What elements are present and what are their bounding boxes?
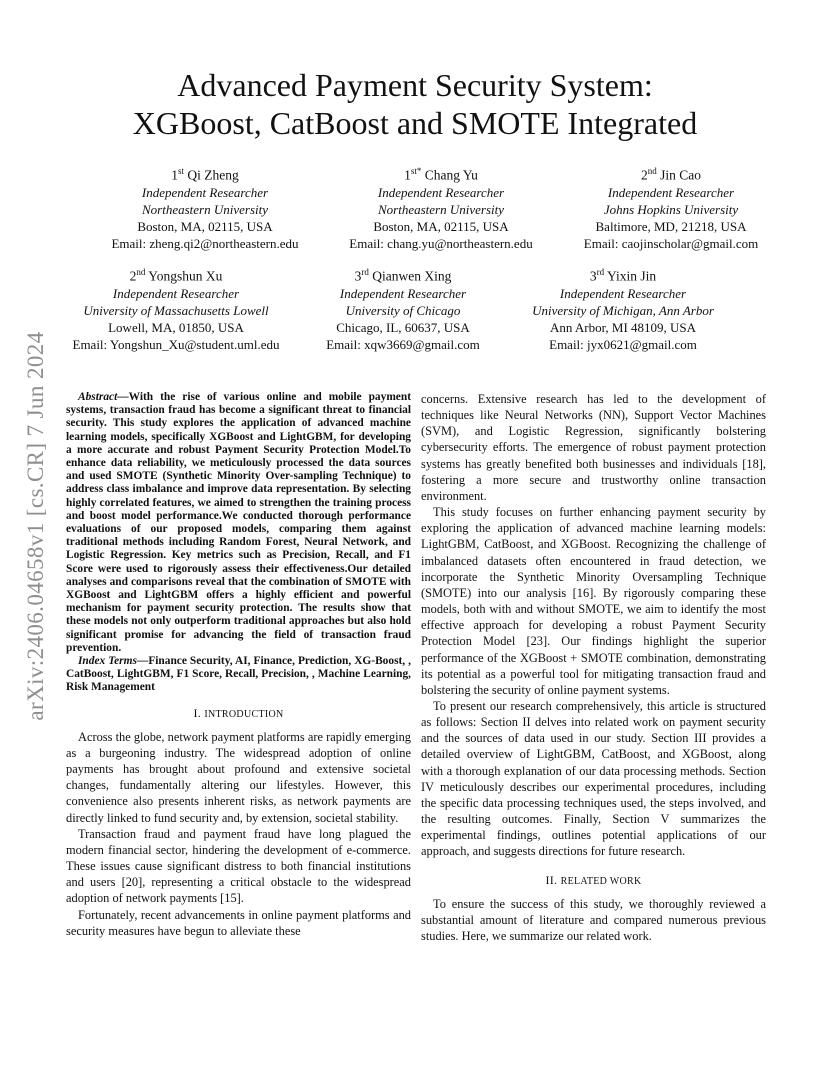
author-role: Independent Researcher [377,184,505,200]
author-role: Independent Researcher [339,285,467,301]
author-block [100,163,310,252]
author-block [566,163,776,252]
arxiv-identifier: arXiv:2406.04658v1 [cs.CR] 7 Jun 2024 [23,331,48,721]
author-address: Lowell, MA, 01850, USA [108,319,244,335]
author-email: Email: jyx0621@gmail.com [549,336,697,352]
author-name-line: 3rd Yixin Jin [589,267,657,284]
author-affiliation: Johns Hopkins University [603,201,739,217]
body-paragraph: Transaction fraud and payment fraud have long plagued the modern financial sector, hindering the development of e-commerce. These issues cause significant distress to both financial institutions and users [20], representing a critical obstacle to the widespread adoption of network payments [15]. [66,826,411,906]
author-affiliation: Northeastern University [377,201,504,217]
right-column [421,391,766,944]
author-name-line: 1st Qi Zheng [171,166,239,183]
author-name-line: 3rd Qianwen Xing [354,267,452,284]
author-email: Email: Yongshun_Xu@student.uml.edu [72,336,280,352]
abstract: Abstract—With the rise of various online and mobile payment systems, transaction fraud has become a significant threat to financial security. This study explores the application of advanced machine learning models, specifically XGBoost and LightGBM, for developing a more accurate and robust Payment Security Protection Model.To enhance data reliability, we meticulously processed the data sources and used SMOTE (Synthetic Minority Over-sampling Technique) to address class imbalance and improve data representation. By selecting highly correlated features, we aimed to strengthen the training process and boost model performance.We conducted thorough performance evaluations of our proposed models, comparing them against traditional methods including Random Forest, Neural Network, and Logistic Regression. Key metrics such as Precision, Recall, and F1 Score were used to rigorously assess their effectiveness.Our detailed analyses and comparisons reveal that the combination of SMOTE with XGBoost and LightGBM offers a highly efficient and powerful mechanism for payment security protection. The results show that these models not only outperform traditional approaches but also hold significant promise for advancing the field of transaction fraud prevention. [66,391,411,654]
body-paragraph: Fortunately, recent advancements in online payment platforms and security measures have begun to alleviate these [66,907,411,938]
author-address: Chicago, IL, 60637, USA [336,319,470,335]
section-heading-related-work: II. RELATED WORK [545,872,642,887]
paper-title [70,66,760,142]
author-email: Email: xqw3669@gmail.com [326,336,480,352]
author-affiliation: University of Massachusetts Lowell [83,302,269,318]
author-name-line: $1^{st*}$ Chang Yu [404,166,478,183]
body-paragraph: To present our research comprehensively, this article is structured as follows: Section II delves into related work on payment security and the sources of data used in our study. Section III provides a detailed overview of LightGBM, CatBoost, and XGBoost, along with a thorough explanation of our data processing methods. Section IV meticulously describes our experimental procedures, including the specific data processing techniques used, the steps involved, and the resulting outcomes. Finally, Section V summarizes the experimental findings, outlines potential applications of our approach, and suggests directions for future research. [421,698,766,859]
author-block [336,163,546,252]
author-role: Independent Researcher [607,184,735,200]
author-affiliation: Northeastern University [141,201,268,217]
author-address: Ann Arbor, MI 48109, USA [549,319,697,335]
left-column [66,391,411,939]
author-role: Independent Researcher [141,184,269,200]
author-role: Independent Researcher [112,285,240,301]
author-block [66,264,286,353]
author-address: Baltimore, MD, 21218, USA [595,218,747,234]
author-block [298,264,508,353]
body-paragraph: Across the globe, network payment platforms are rapidly emerging as a burgeoning industry. The widespread adoption of online payments has brought about profound and extensive societal changes, fundamentally altering our lifestyles. However, this convenience also presents inherent risks, as network payments are directly linked to fund security and, by extension, societal stability. [66,729,411,825]
title-line-1: Advanced Payment Security System: [177,67,653,103]
body-paragraph: To ensure the success of this study, we thoroughly reviewed a substantial amount of literature and compared numerous previous studies. Here, we summarize our related work. [421,896,766,943]
author-role: Independent Researcher [559,285,687,301]
title-line-2: XGBoost, CatBoost and SMOTE Integrated [132,105,698,141]
author-affiliation: University of Michigan, Ann Arbor [532,302,714,318]
author-affiliation: University of Chicago [345,302,461,318]
author-email: Email: zheng.qi2@northeastern.edu [111,235,299,251]
section-heading-introduction: I. INTRODUCTION [193,705,284,720]
author-name-line: 2nd Jin Cao [640,166,701,183]
author-address: Boston, MA, 02115, USA [137,218,273,234]
author-email: Email: chang.yu@northeastern.edu [349,235,533,251]
body-paragraph: This study focuses on further enhancing payment security by exploring the application of advanced machine learning models: LightGBM, CatBoost, and XGBoost. Recognizing the challenge of imbalanced datasets often encountered in fraud detection, we incorporate the Synthetic Minority Oversampling Technique (SMOTE) into our analysis [16]. By rigorously comparing these models, both with and without SMOTE, we aim to identify the most effective approach for developing a robust Payment Security Protection Model [23]. Our findings highlight the superior performance of the XGBoost + SMOTE combination, demonstrating its potential as a powerful tool for mitigating transaction fraud and bolstering the security of online payment systems. [421,505,766,697]
author-name-line: 2nd Yongshun Xu [129,267,223,284]
author-email: Email: caojinscholar@gmail.com [583,235,759,251]
index-terms: Index Terms—Finance Security, AI, Finance, Prediction, XG-Boost, , CatBoost, LightGBM, F1 Score, Recall, Precision, , Machine Learning, Risk Management [66,655,411,694]
author-block [518,264,728,353]
body-paragraph: concerns. Extensive research has led to the development of techniques like Neural Networks (NN), Support Vector Machines (SVM), and Logistic Regression, significantly bolstering cybersecurity efforts. The emergence of robust payment protection systems has greatly benefited both businesses and individuals [18], fostering a more secure and trustworthy online transaction environment. [421,392,766,503]
author-address: Boston, MA, 02115, USA [373,218,509,234]
